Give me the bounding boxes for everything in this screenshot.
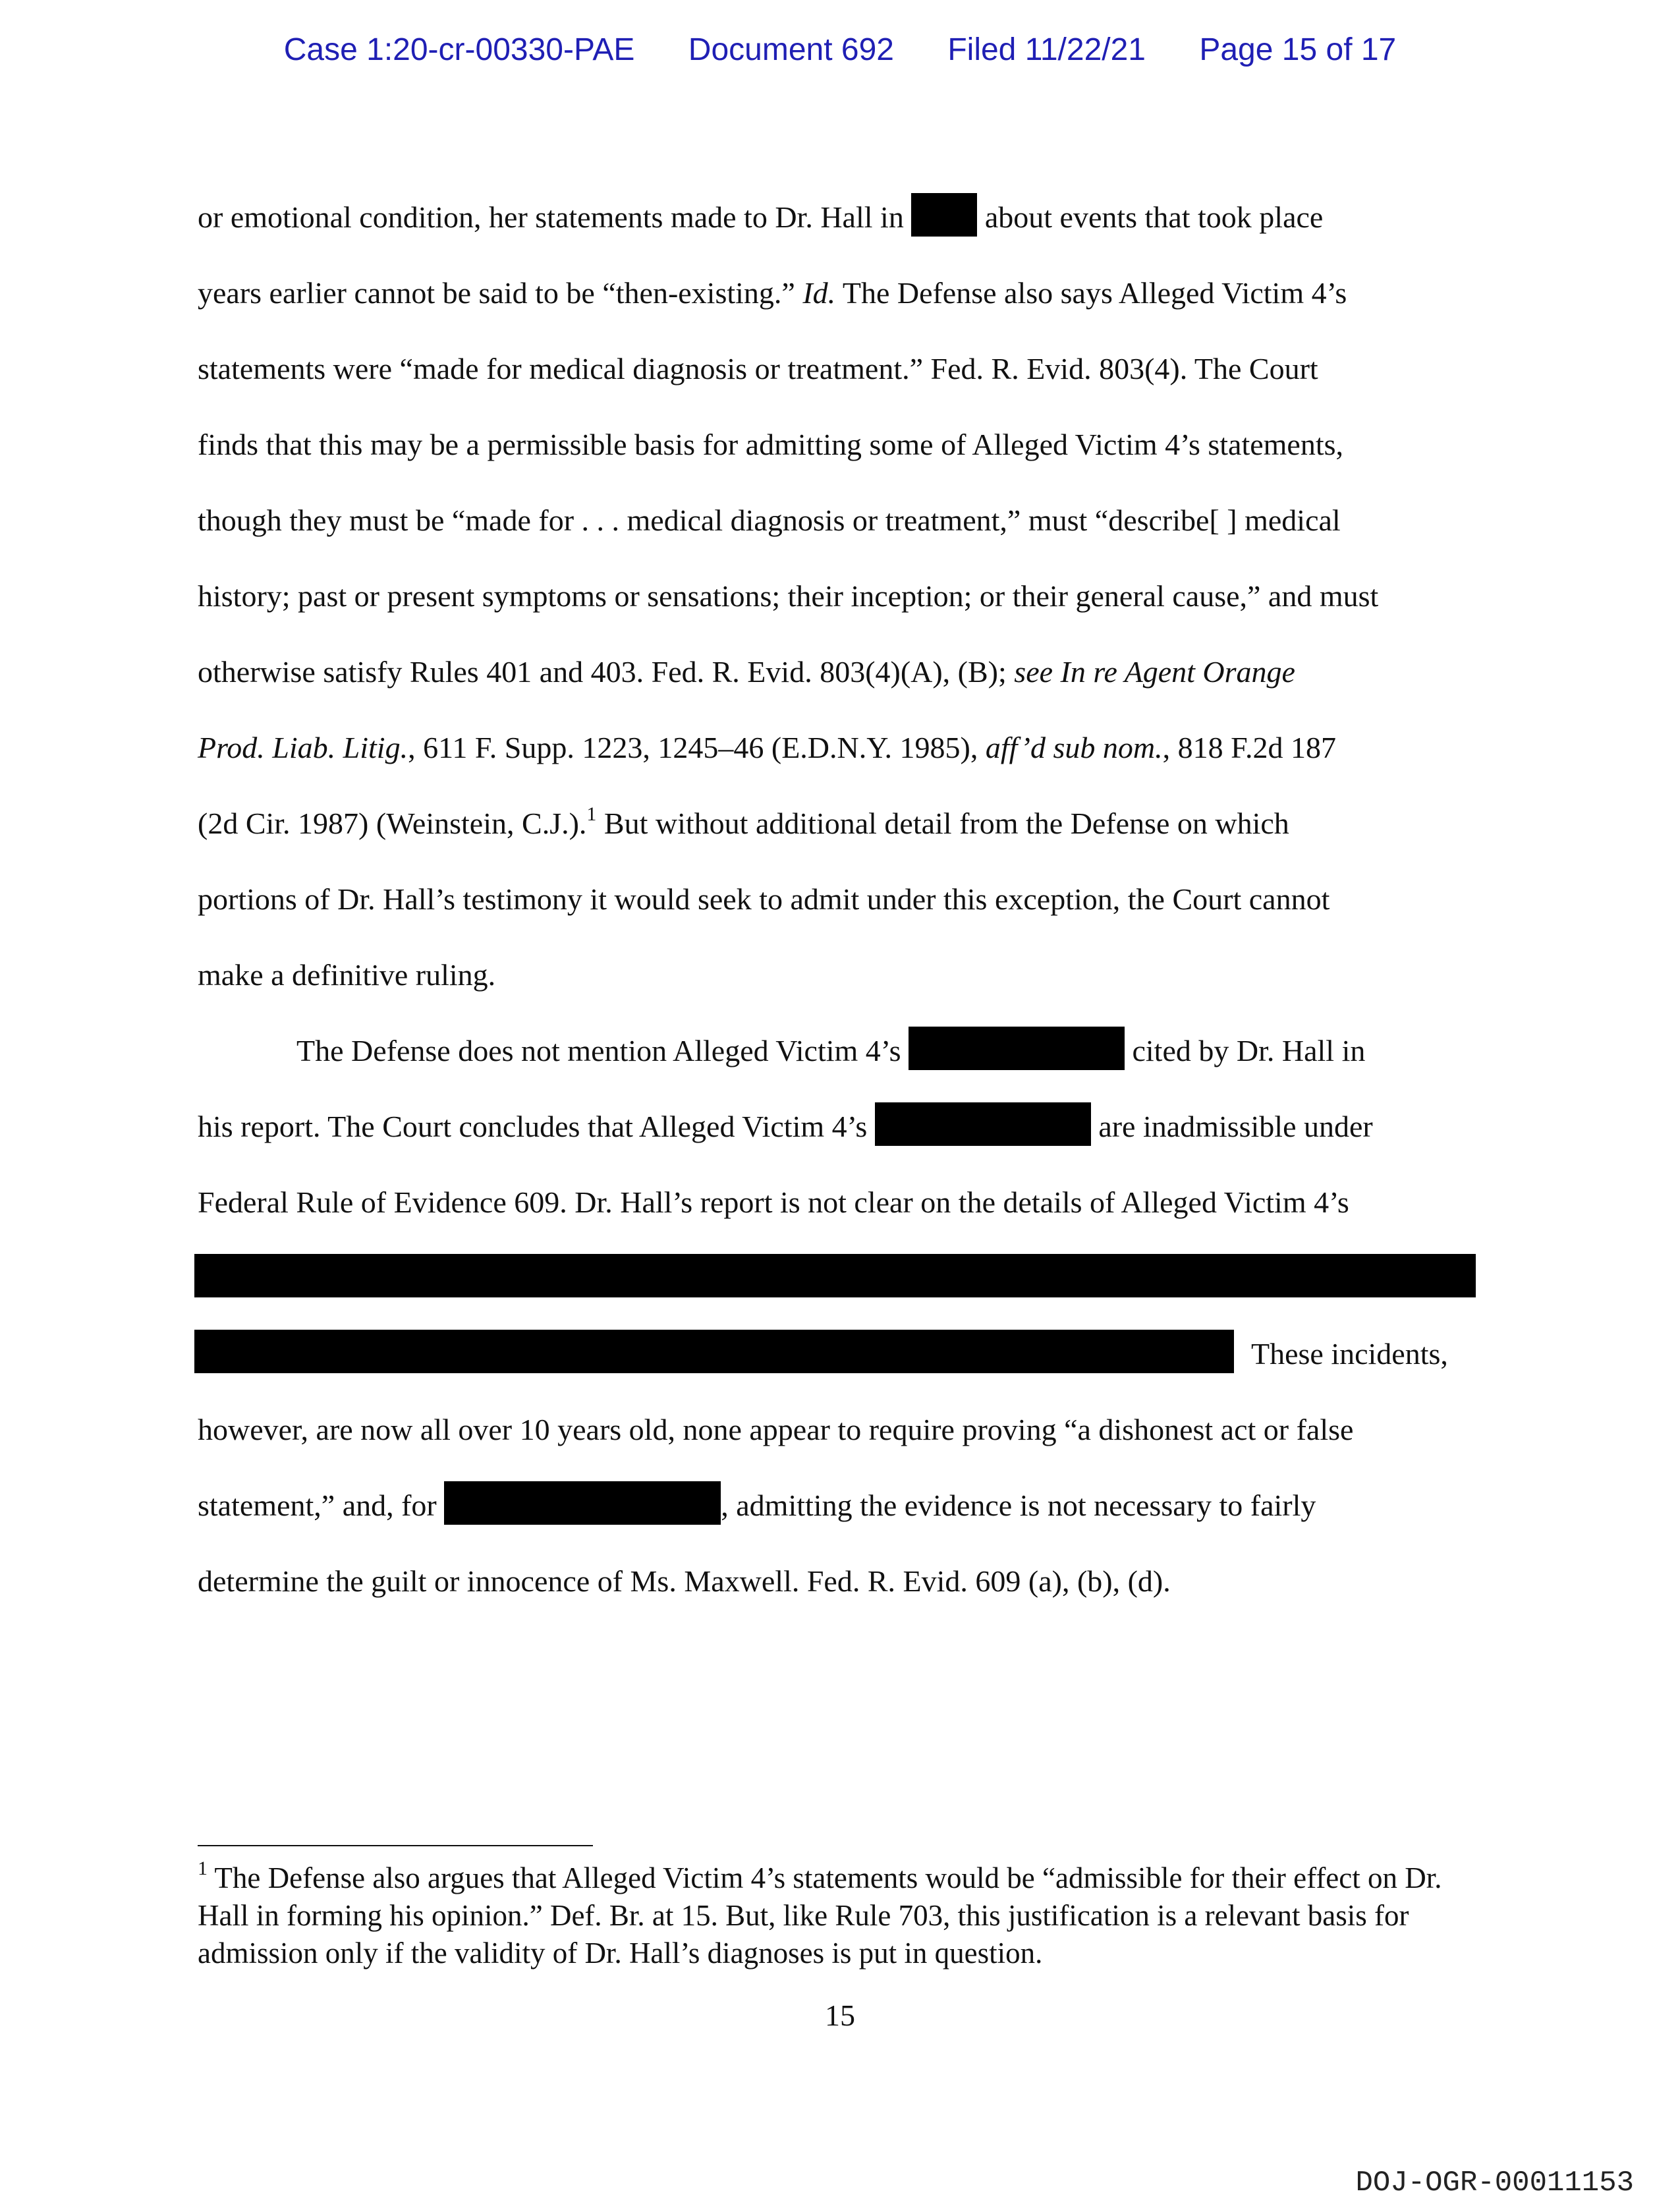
body-line: finds that this may be a permissible basis for admitting some of Alleged Victim 4’s statements,: [198, 428, 1344, 461]
redaction-box: [444, 1481, 721, 1525]
body-line: however, are now all over 10 years old, none appear to require proving “a dishonest act or false: [198, 1413, 1354, 1446]
footnote-number: 1: [198, 1858, 208, 1879]
body-line: statement,” and, for , admitting the evidence is not necessary to fairly: [198, 1467, 1316, 1543]
body-line: portions of Dr. Hall’s testimony it would seek to admit under this exception, the Court cannot: [198, 882, 1330, 916]
body-line: his report. The Court concludes that Alleged Victim 4’s are inadmissible under: [198, 1089, 1373, 1164]
body-line: or emotional condition, her statements made to Dr. Hall in about events that took place: [198, 179, 1323, 255]
body-line: otherwise satisfy Rules 401 and 403. Fed. R. Evid. 803(4)(A), (B); see In re Agent Orange: [198, 655, 1295, 689]
body-line: (2d Cir. 1987) (Weinstein, C.J.).$^1$ But without additional detail from the Defense on which: [198, 803, 1289, 840]
footnote-text: The Defense also argues that Alleged Victim 4’s statements would be “admissible for their effect on Dr. Hall in forming his opinion.” Def. Br. at 15. But, like Rule 703, this justification is a relevant basis for admission only if the validity of Dr. Hall’s diagnoses is put in question.: [198, 1861, 1442, 1970]
footnote-divider: [198, 1845, 593, 1846]
case-header: [0, 32, 1680, 68]
body-line: These incidents,: [194, 1316, 1448, 1392]
footnote: [198, 1859, 1489, 1972]
redaction-box: [194, 1254, 1476, 1297]
body-line: years earlier cannot be said to be “then-existing.” Id. The Defense also says Alleged Victim 4’s: [198, 276, 1347, 310]
redaction-box: [194, 1330, 1234, 1373]
document-number: Document 692: [688, 32, 894, 67]
body-line: make a definitive ruling.: [198, 958, 496, 992]
body-line: The Defense does not mention Alleged Victim 4’s cited by Dr. Hall in: [198, 1013, 1365, 1089]
body-line: [194, 1240, 1476, 1316]
body-line: history; past or present symptoms or sensations; their inception; or their general cause,” and must: [198, 579, 1379, 613]
body-line: Federal Rule of Evidence 609. Dr. Hall’s report is not clear on the details of Alleged Victim 4’s: [198, 1185, 1349, 1219]
filed-date: Filed 11/22/21: [947, 32, 1146, 67]
page-count: Page 15 of 17: [1199, 32, 1397, 67]
bates-number: DOJ-OGR-00011153: [1355, 2167, 1634, 2199]
redaction-box: [911, 193, 977, 237]
redaction-box: [875, 1102, 1091, 1146]
redaction-box: [909, 1027, 1125, 1070]
body-line: statements were “made for medical diagnosis or treatment.” Fed. R. Evid. 803(4). The Court: [198, 352, 1318, 385]
page-number: 15: [825, 1999, 855, 2032]
body-line: determine the guilt or innocence of Ms. Maxwell. Fed. R. Evid. 609 (a), (b), (d).: [198, 1564, 1171, 1598]
body-line: though they must be “made for . . . medical diagnosis or treatment,” must “describe[ ] medical: [198, 503, 1341, 537]
footnote-reference[interactable]: 1: [586, 803, 597, 825]
body-line: Prod. Liab. Litig., 611 F. Supp. 1223, 1245–46 (E.D.N.Y. 1985), aff’d sub nom., 818 F.2d 187: [198, 731, 1336, 764]
case-number: Case 1:20-cr-00330-PAE: [283, 32, 635, 67]
